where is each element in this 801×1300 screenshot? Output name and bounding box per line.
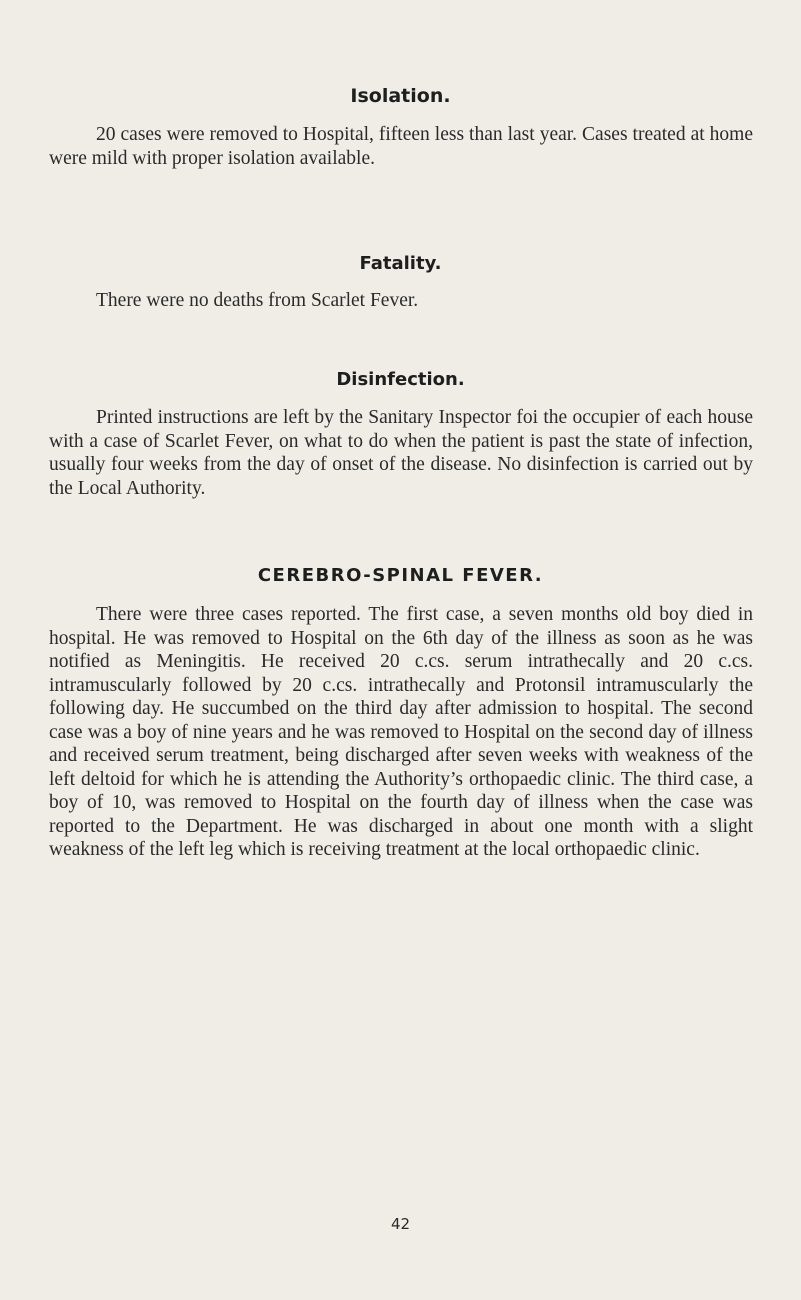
paragraph-disinfection: Printed instructions are left by the Sanitary Inspector foi the occupier of each house with a case of Scarlet Fever, on what to do when the patient is past the state of infection, usually four weeks from the day of onset of the disease. No disinfection is carried out by the Local Authority. [49, 407, 753, 499]
heading-isolation: Isolation. [350, 85, 451, 107]
heading-cerebro-spinal-fever: CEREBRO-SPINAL FEVER. [257, 565, 544, 586]
paragraph-fatality: There were no deaths from Scarlet Fever. [96, 290, 419, 311]
paragraph-cerebro-spinal-fever: There were three cases reported. The first case, a seven months old boy died in hospital. He was removed to Hospital on the 6th day of the illness as soon as he was notified as Meningitis. He received 20 c.cs. serum intrathecally and 20 c.cs. intramuscularly followed by 20 c.cs. intrathecally and Protonsil intramuscularly the following day. He succumbed on the third day after admission to hospital. The second case was a boy of nine years and he was removed to Hospital on the second day of illness and received serum treatment, being discharged after seven weeks with weakness of the left deltoid for which he is attending the Authority’s orthopaedic clinic. The third case, a boy of 10, was removed to Hospital on the fourth day of illness when the case was reported to the Department. He was discharged in about one month with a slight weakness of the left leg which is receiving treatment at the local orthopaedic clinic. [49, 604, 753, 860]
page-number: 42 [390, 1215, 411, 1233]
heading-disinfection: Disinfection. [336, 369, 465, 390]
heading-fatality: Fatality. [359, 253, 442, 274]
paragraph-isolation: 20 cases were removed to Hospital, fifteen less than last year. Cases treated at home were mild with proper isolation available. [49, 124, 753, 169]
